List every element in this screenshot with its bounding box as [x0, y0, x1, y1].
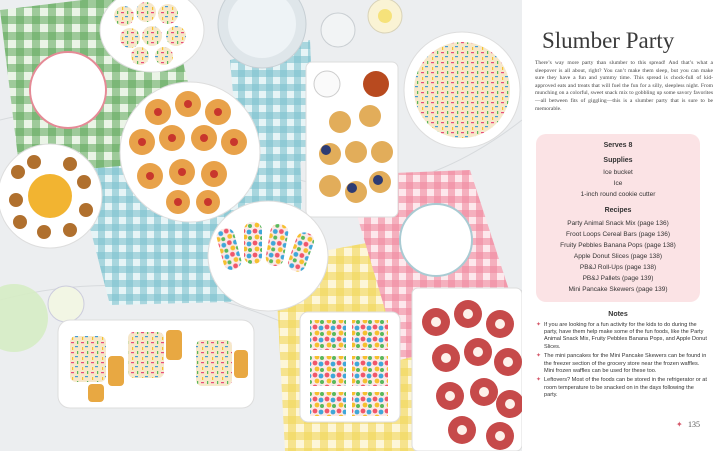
note-item	[536, 322, 708, 351]
chicken-bites-plate	[0, 144, 102, 248]
pizza-bites-plate	[120, 82, 260, 222]
recipe-item: PB&J Pallets (page 139)	[582, 275, 654, 282]
recipe-text-page	[522, 0, 720, 451]
recipe-item: Froot Loops Cereal Bars (page 136)	[565, 231, 671, 238]
notes-list	[536, 322, 708, 402]
apple-donut-slices	[412, 288, 522, 451]
recipe-item: Party Animal Snack Mix (page 136)	[567, 220, 669, 227]
pancake-skewers-board	[306, 62, 398, 217]
star-bullet-icon: ✦	[536, 352, 542, 359]
pbj-rollups-platter	[58, 320, 254, 408]
intro-paragraph: There’s way more party than slumber to this spread! And that’s what a sleepover is all about, right? You can’t make them sleep, but you can make sure they have a fun and yummy time. This spread is chock-full of kid-approved eats and treats that will fuel the fun for a silly, sleepless night. From munching on a colorful, sweet snack mix to gobbling up some savory favorites—all between fits of giggling—this is a slumber party that is sure to be memorable.	[535, 60, 713, 112]
recipe-item: PB&J Roll-Ups (page 138)	[579, 264, 657, 271]
star-bullet-icon: ✦	[536, 376, 542, 383]
recipe-item: Apple Donut Slices (page 138)	[573, 253, 663, 260]
supplies-heading: Supplies	[603, 157, 633, 164]
supply-item: Ice	[613, 180, 623, 187]
cereal-bars-tray	[300, 312, 400, 422]
supply-item: 1-inch round cookie cutter	[580, 191, 656, 198]
serves-label: Serves 8	[603, 142, 633, 149]
banana-pops-plate	[208, 201, 328, 311]
page-number: 135	[688, 420, 700, 429]
snack-mix-bowl	[404, 32, 520, 148]
notes-heading: Notes	[608, 311, 628, 318]
page-title: Slumber Party	[542, 28, 675, 53]
empty-plate-right	[400, 204, 472, 276]
supply-item: Ice bucket	[603, 169, 633, 176]
info-box	[536, 134, 700, 302]
note-text: The mini pancakes for the Mini Pancake Skewers can be found in the freezer section of the grocery store near the frozen waffles. Mini frozen waffles can be used for these too.	[544, 353, 707, 374]
empty-plate-left	[30, 52, 106, 128]
recipe-item: Mini Pancake Skewers (page 139)	[568, 286, 668, 293]
recipes-heading: Recipes	[604, 207, 632, 214]
note-text: If you are looking for a fun activity for the kids to do during the party, have them help make some of the fun foods, like the Party Animal Snack Mix, Fruity Pebbles Banana Pops, and Apple Donut Slices.	[544, 322, 707, 350]
footer-star-icon: ✦	[676, 420, 683, 429]
recipe-item: Fruity Pebbles Banana Pops (page 138)	[560, 242, 676, 249]
star-bullet-icon: ✦	[536, 321, 542, 328]
note-item	[536, 353, 708, 375]
note-item	[536, 377, 708, 399]
note-text: Leftovers? Most of the foods can be stored in the refrigerator or at room temperature to be snacked on in the days following the party.	[544, 377, 707, 398]
